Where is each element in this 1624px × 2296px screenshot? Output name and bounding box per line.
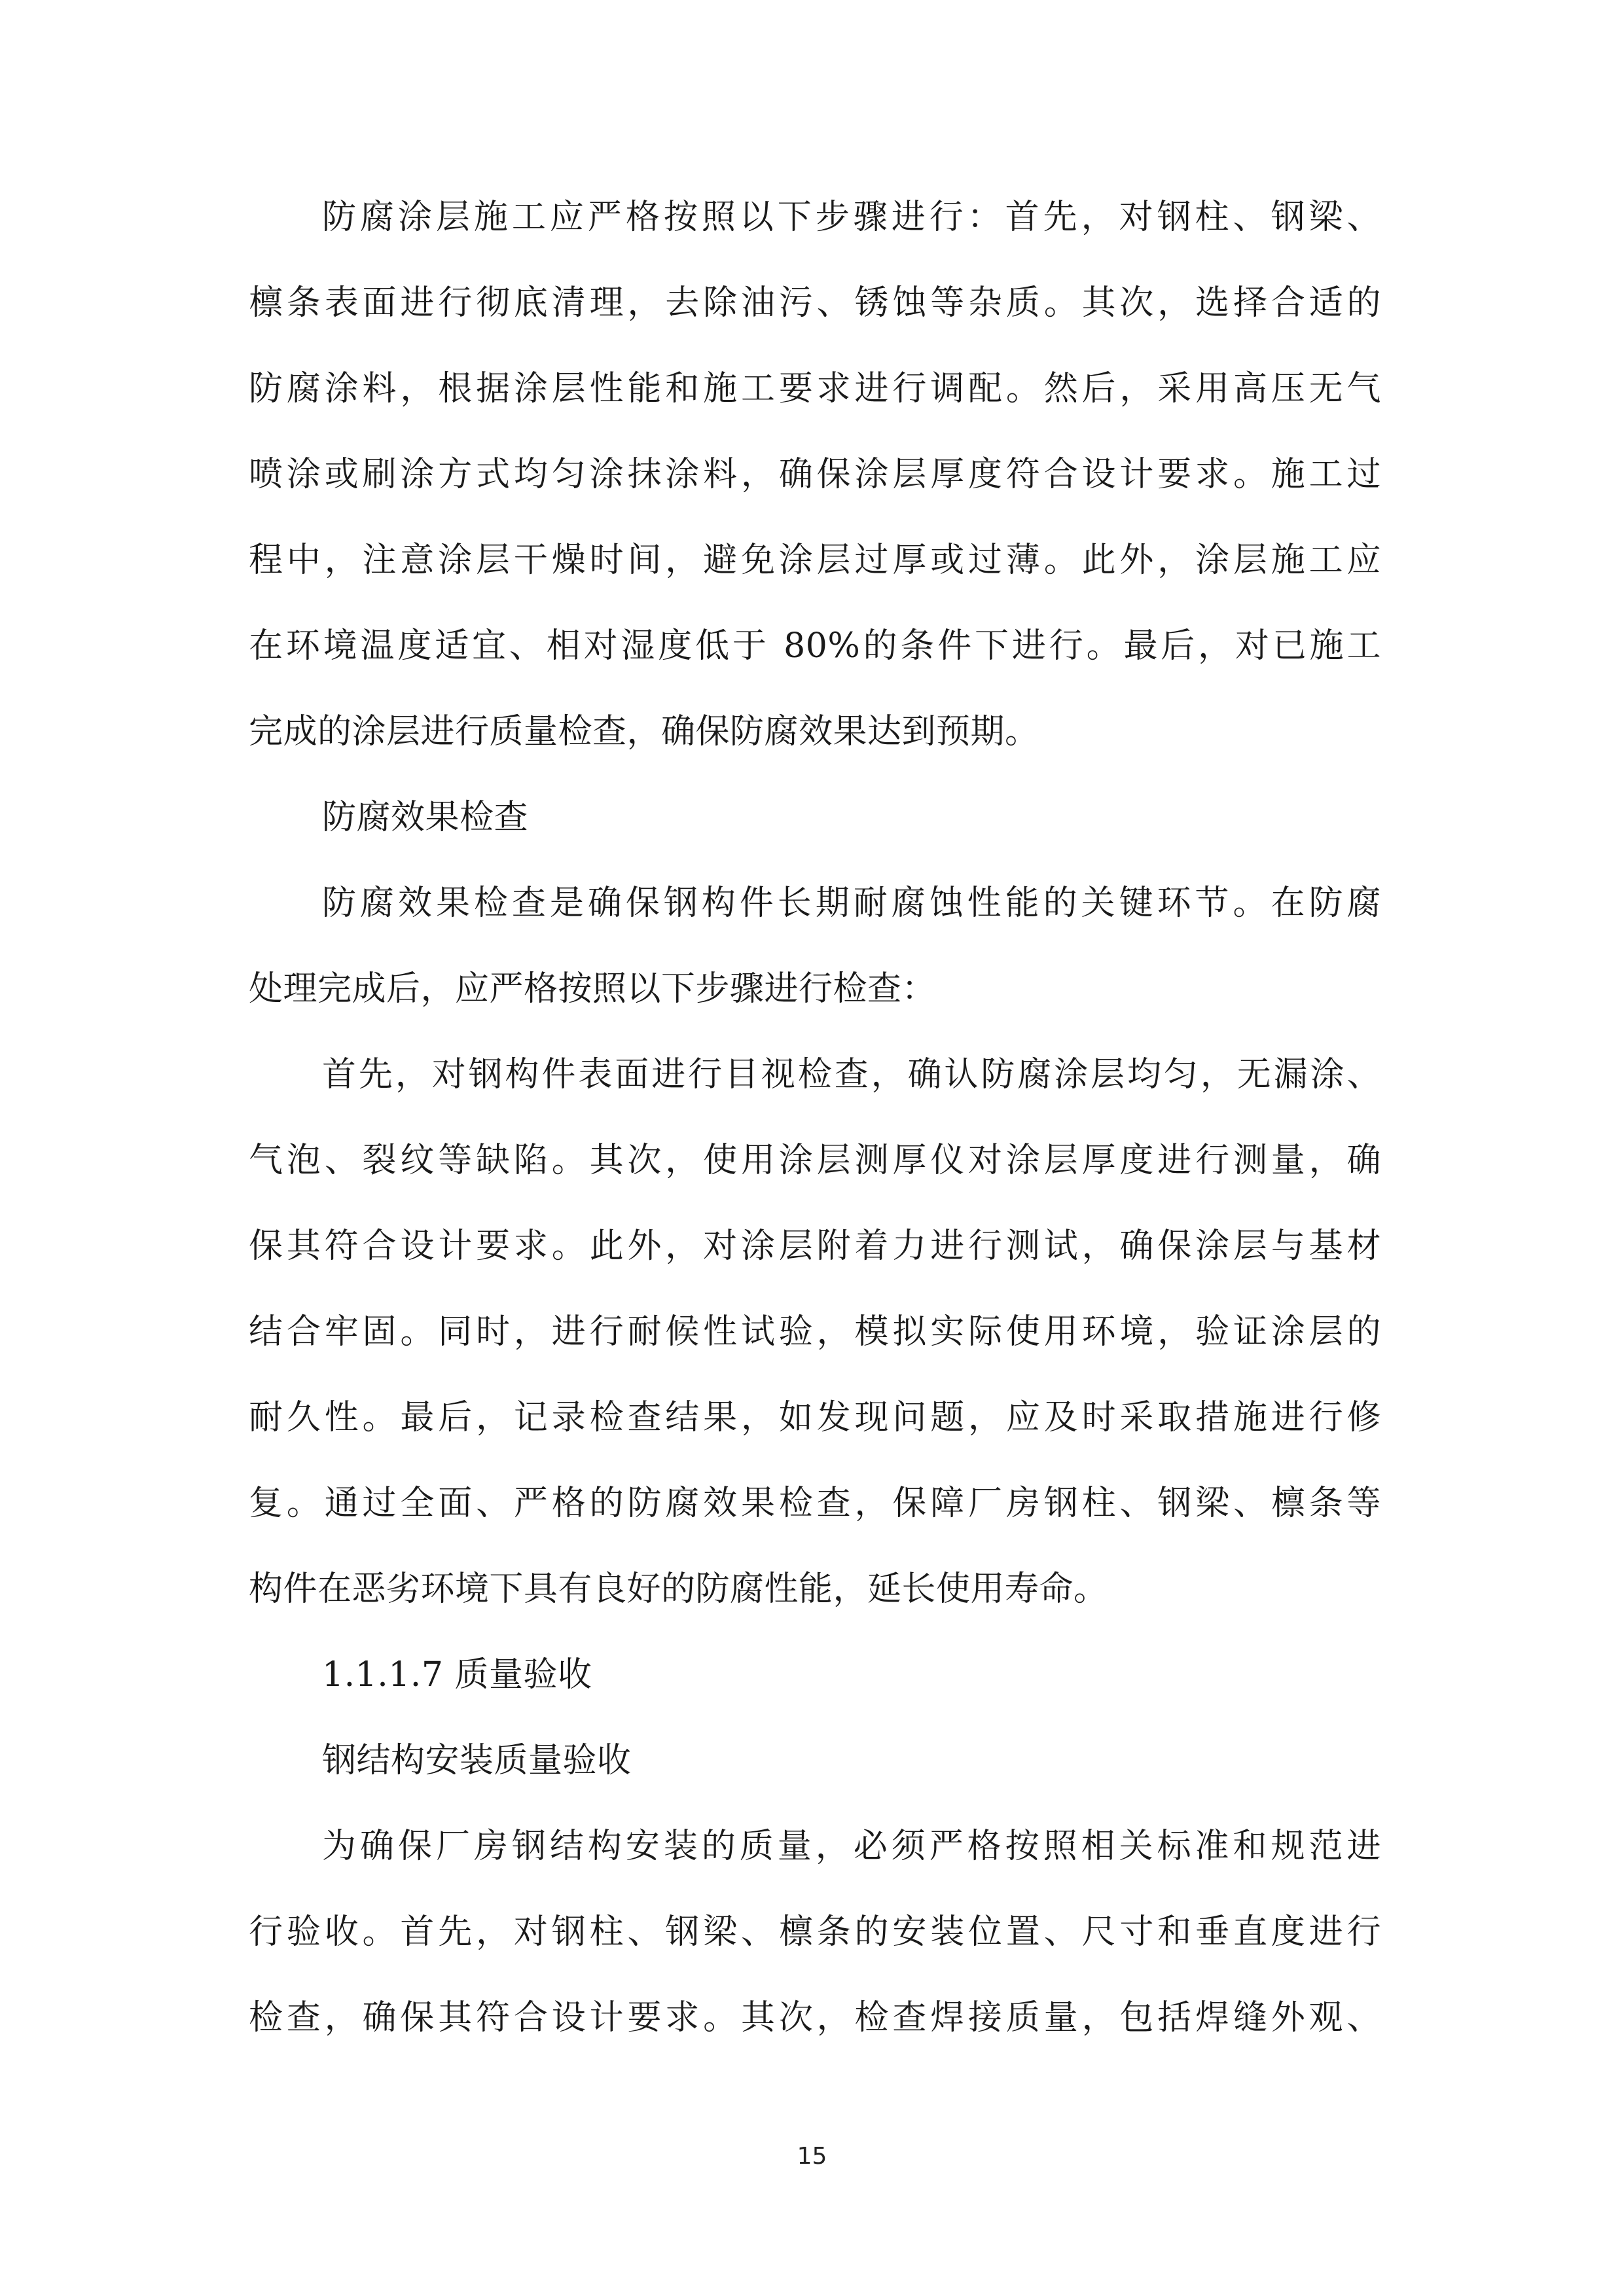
paragraph-line: 复。通过全面、严格的防腐效果检查，保障厂房钢柱、钢梁、檩条等 [249, 1484, 1381, 1523]
paragraph-line: 防腐涂料，根据涂层性能和施工要求进行调配。然后，采用高压无气 [249, 369, 1381, 408]
paragraph-line: 为确保厂房钢结构安装的质量，必须严格按照相关标准和规范进 [322, 1827, 1381, 1866]
paragraph-line: 程中，注意涂层干燥时间，避免涂层过厚或过薄。此外，涂层施工应 [249, 541, 1381, 580]
section-heading: 防腐效果检查 [322, 798, 529, 837]
paragraph-line: 处理完成后，应严格按照以下步骤进行检查： [249, 969, 937, 1009]
paragraph-line: 首先，对钢构件表面进行目视检查，确认防腐涂层均匀，无漏涂、 [322, 1055, 1381, 1094]
paragraph-line: 行验收。首先，对钢柱、钢梁、檩条的安装位置、尺寸和垂直度进行 [249, 1912, 1381, 1952]
paragraph-line: 耐久性。最后，记录检查结果，如发现问题，应及时采取措施进行修 [249, 1398, 1381, 1437]
paragraph-line: 保其符合设计要求。此外，对涂层附着力进行测试，确保涂层与基材 [249, 1227, 1381, 1266]
section-heading: 钢结构安装质量验收 [322, 1741, 632, 1780]
document-body [249, 196, 1381, 2083]
paragraph-line: 气泡、裂纹等缺陷。其次，使用涂层测厚仪对涂层厚度进行测量，确 [249, 1141, 1381, 1180]
paragraph-line: 构件在恶劣环境下具有良好的防腐性能，延长使用寿命。 [249, 1570, 1108, 1609]
paragraph-line: 在环境温度适宜、相对湿度低于 80%的条件下进行。最后，对已施工 [249, 626, 1381, 666]
page-number: 15 [797, 2143, 827, 2170]
paragraph-line: 防腐涂层施工应严格按照以下步骤进行：首先，对钢柱、钢梁、 [322, 198, 1381, 237]
paragraph-line: 检查，确保其符合设计要求。其次，检查焊接质量，包括焊缝外观、 [249, 1998, 1381, 2037]
paragraph-line: 防腐效果检查是确保钢构件长期耐腐蚀性能的关键环节。在防腐 [322, 884, 1381, 923]
paragraph-line: 喷涂或刷涂方式均匀涂抹涂料，确保涂层厚度符合设计要求。施工过 [249, 455, 1381, 494]
paragraph-line: 檩条表面进行彻底清理，去除油污、锈蚀等杂质。其次，选择合适的 [249, 283, 1381, 323]
paragraph-line: 完成的涂层进行质量检查，确保防腐效果达到预期。 [249, 712, 1039, 751]
paragraph-line: 结合牢固。同时，进行耐候性试验，模拟实际使用环境，验证涂层的 [249, 1312, 1381, 1352]
section-number-heading: 1.1.1.7 质量验收 [322, 1655, 592, 1695]
